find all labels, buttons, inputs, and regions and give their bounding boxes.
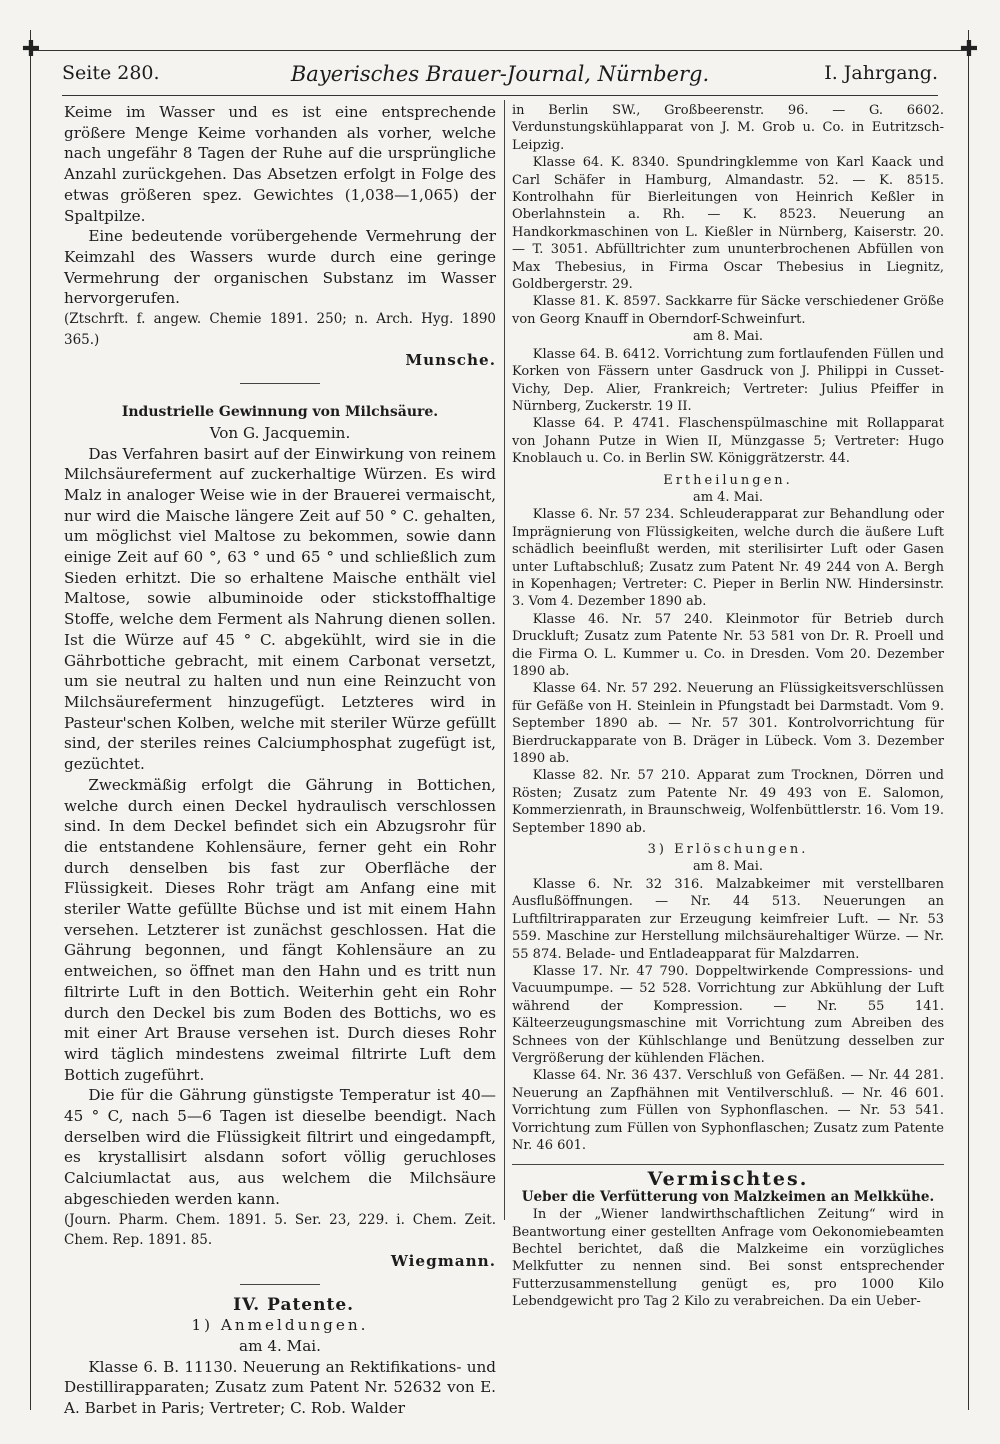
paragraph: Klasse 82. Nr. 57 210. Apparat zum Trocknen, Dörren und Rösten; Zusatz zum Patente Nr. 49 493 von E. Salomon, Kommerzienrath, in Braunschweig, Wolfenbüttlerstr. 16. Vom 19. September 1890 ab. bbox=[512, 768, 944, 836]
right-border-rule bbox=[968, 30, 969, 1410]
volume-label: I. Jahrgang. bbox=[824, 62, 938, 84]
page-header bbox=[62, 62, 938, 92]
paragraph: Klasse 17. Nr. 47 790. Doppeltwirkende Compressions- und Vacuumpumpe. — 52 528. Vorrichtung zur Abkühlung der Luft während der Kompression. — Nr. 55 141. Kälteerzeugungsmaschine mit Vorrichtung zum Abreiben des Schnees von der Kühlschlange und Benützung desselben zur Vergrößerung der kühlenden Flächen. bbox=[512, 963, 944, 1066]
paragraph: Klasse 6. B. 11130. Neuerung an Rektifikations- und Destillirapparaten; Zusatz zum Patent Nr. 52632 von E. A. Barbet in Paris; Vertreter; C. Rob. Walder bbox=[64, 1357, 496, 1418]
source-citation: (Ztschrft. f. angew. Chemie 1891. 250; n. Arch. Hyg. 1890 365.) bbox=[64, 311, 496, 348]
paragraph: Klasse 64. B. 6412. Vorrichtung zum fortlaufenden Füllen und Korken von Fässern unter Gasdruck von J. Philippi in Cusset-Vichy, Dep. Alier, Frankreich; Vertreter: Julius Pfeiffer in Nürnberg, Zuckerstr. 19 II. bbox=[512, 346, 944, 414]
author-signature: Munsche. bbox=[405, 351, 496, 370]
article-title: Ueber die Verfütterung von Malzkeimen an Melkkühe. bbox=[521, 1188, 935, 1205]
date-line: am 4. Mai. bbox=[692, 489, 764, 505]
section-divider bbox=[512, 1164, 944, 1165]
article-title: Industrielle Gewinnung von Milchsäure. bbox=[121, 404, 439, 421]
author-signature: Wiegmann. bbox=[390, 1251, 496, 1270]
paragraph: Zweckmäßig erfolgt die Gährung in Bottichen, welche durch einen Deckel hydraulisch verschlossen sind. In dem Deckel befindet sich ein Abzugsrohr für die entstandene Kohlensäure, ferner geht ein Rohr durch denselben bis fast zur Oberfläche der Flüssigkeit. Dieses Rohr trägt am Anfang eine mit steriler Watte gefüllte Büchse und ist mit einem Hahn versehen. Letzterer ist zunächst geschlossen. Hat die Gährung begonnen, und fängt Kohlensäure an zu entweichen, so öffnet man den Hahn und es tritt nun filtrirte Luft in den Bottich. Weiterhin geht ein Rohr durch den Deckel bis zum Boden des Bottichs, wo es mit einer Art Brause versehen ist. Durch dieses Rohr wird täglich mindestens zweimal filtrirte Luft dem Bottich zugeführt. bbox=[64, 775, 496, 1084]
paragraph: Keime im Wasser und es ist eine entsprechende größere Menge Keime vorhanden als vorher, welche nach ungefähr 8 Tagen der Ruhe auf die ursprüngliche Anzahl zurückgehen. Das Absetzen erfolgt in Folge des etwas größeren spez. Gewichtes (1,038—1,065) der Spaltpilze. bbox=[64, 103, 496, 225]
date-line: am 4. Mai. bbox=[239, 1337, 321, 1356]
corner-cross-icon: ✚ bbox=[21, 37, 41, 62]
date-line: am 8. Mai. bbox=[692, 329, 764, 345]
paragraph: Klasse 6. Nr. 57 234. Schleuderapparat zur Behandlung oder Imprägnierung von Flüssigkeiten, welche durch die äußere Luft schädlich beeinflußt werden, mit sterilisirter Luft oder Gasen unter Luftabschluß; Zusatz zum Patent Nr. 49 244 von A. Bergh in Kopenhagen; Vertreter: C. Pieper in Berlin NW. Hindersinstr. 3. Vom 4. Dezember 1890 ab. bbox=[512, 507, 944, 610]
corner-cross-icon: ✚ bbox=[959, 37, 979, 62]
section-title: Vermischtes. bbox=[647, 1168, 809, 1191]
section-divider bbox=[240, 1284, 320, 1285]
header-rule bbox=[62, 95, 938, 96]
section-title: IV. Patente. bbox=[233, 1294, 355, 1315]
paragraph: Klasse 64. Nr. 36 437. Verschluß von Gefäßen. — Nr. 44 281. Neuerung an Zapfhähnen mit Ventilverschluß. — Nr. 46 601. Vorrichtung zum Füllen von Syphonflaschen. — Nr. 53 541. Vorrichtung zum Füllen von Syphonflaschen; Zusatz zum Patente Nr. 46 601. bbox=[512, 1068, 944, 1153]
article-byline: Von G. Jacquemin. bbox=[209, 423, 351, 442]
subsection-title: Ertheilungen. bbox=[663, 472, 793, 488]
paragraph: In der „Wiener landwirthschaftlichen Zeitung“ wird in Beantwortung einer gestellten Anfrage vom Oekonomiebeamten Bechtel berichtet, daß die Malzkeime ein vorzügliches Melkfutter zu nennen sind. Bei sonst entsprechender Futterzusammenstellung genügt es, pro 1000 Kilo Lebendgewicht pro Tag 2 Kilo zu verabreichen. Da ein Ueber- bbox=[512, 1207, 944, 1310]
paragraph: Klasse 64. K. 8340. Spundringklemme von Karl Kaack und Carl Schäfer in Hamburg, Almandastr. 52. — K. 8515. Kontrolhahn für Bierleitungen von Heinrich Keßler in Oberlahnstein a. Rh. — K. 8523. Neuerung an Handkorkmaschinen von L. Kießler in Nürnberg, Kaiserstr. 20. — T. 3051. Abfülltrichter zum ununterbrochenen Abfüllen von Max Thebesius, in Firma Oscar Thebesius in Liegnitz, Goldbergerstr. 29. bbox=[512, 155, 944, 293]
paragraph: Eine bedeutende vorübergehende Vermehrung der Keimzahl des Wassers wurde durch eine geringe Vermehrung der organischen Substanz im Wasser hervorgerufen. bbox=[64, 227, 496, 308]
paragraph: Klasse 46. Nr. 57 240. Kleinmotor für Betrieb durch Druckluft; Zusatz zum Patente Nr. 53 581 von Dr. R. Proell und die Firma O. L. Kummer u. Co. in Dresden. Vom 20. Dezember 1890 ab. bbox=[512, 611, 944, 679]
paragraph: Das Verfahren basirt auf der Einwirkung von reinem Milchsäureferment auf zuckerhaltige Würzen. Es wird Malz in analoger Weise wie in der Brauerei vermaischt, nur wird die Maische längere Zeit auf 50 ° C. gehalten, um möglichst viel Maltose zu bekommen, sowie dann einige Zeit auf 60 °, 63 ° und 65 ° und schließlich zum Sieden erhitzt. Die so erhaltene Maische enthält viel Maltose, sowie albuminoide oder stickstoffhaltige Stoffe, welche dem Ferment als Nahrung dienen sollen. Ist die Würze auf 45 ° C. abgekühlt, wird sie in die Gährbottiche gebracht, mit einem Carbonat versetzt, um sie neutral zu halten und nun eine Reinzucht von Milchsäureferment hinzugefügt. Letzteres wird in Pasteur'schen Kolben, welche mit steriler Würze gefüllt sind, der steriles reines Calciumphosphat zugefügt ist, gezüchtet. bbox=[64, 444, 496, 774]
paragraph: Klasse 6. Nr. 32 316. Malzabkeimer mit verstellbaren Ausflußöffnungen. — Nr. 44 513. Neuerungen an Luftfiltrirapparaten zur Erzeugung keimfreier Luft. — Nr. 53 559. Maschine zur Herstellung milchsäurehaltiger Würze. — Nr. 55 874. Belade- und Entladeapparat für Malzdarren. bbox=[512, 876, 944, 962]
column-divider bbox=[504, 100, 505, 1220]
left-border-rule bbox=[30, 30, 31, 1410]
section-divider bbox=[240, 383, 320, 384]
subsection-title: 3) Erlöschungen. bbox=[647, 842, 809, 858]
date-line: am 8. Mai. bbox=[692, 859, 764, 875]
paragraph: Die für die Gährung günstigste Temperatur ist 40—45 ° C, nach 5—6 Tagen ist dieselbe beendigt. Nach derselben wird die Flüssigkeit filtrirt und eingedampft, es krystallisirt alsdann sofort völlig geruchloses Calciumlactat aus, aus welchem die Milchsäure abgeschieden werden kann. bbox=[64, 1086, 496, 1208]
paragraph: Klasse 64. Nr. 57 292. Neuerung an Flüssigkeitsverschlüssen für Gefäße von H. Steinlein in Pfungstadt bei Darmstadt. Vom 9. September 1890 ab. — Nr. 57 301. Kontrolvorrichtung für Bierdruckapparate von B. Dräger in Lübeck. Vom 3. Dezember 1890 ab. bbox=[512, 681, 944, 767]
top-border-rule bbox=[30, 50, 970, 51]
source-citation: (Journ. Pharm. Chem. 1891. 5. Ser. 23, 229. i. Chem. Zeit. Chem. Rep. 1891. 85. bbox=[64, 1211, 496, 1249]
journal-title: Bayerisches Brauer-Journal, Nürnberg. bbox=[290, 62, 710, 86]
left-column bbox=[64, 102, 496, 1419]
paragraph: Klasse 64. P. 4741. Flaschenspülmaschine mit Rollapparat von Johann Putze in Wien II, Münzgasse 5; Vertreter: Hugo Knoblauch u. Co. in Berlin SW. Königgrätzerstr. 44. bbox=[512, 416, 944, 467]
right-column bbox=[512, 102, 944, 1311]
subsection-title: 1) Anmeldungen. bbox=[191, 1316, 369, 1335]
page-number: Seite 280. bbox=[62, 62, 160, 84]
paragraph: Klasse 81. K. 8597. Sackkarre für Säcke verschiedener Größe von Georg Knauff in Oberndorf-Schweinfurt. bbox=[512, 294, 944, 327]
paragraph: in Berlin SW., Großbeerenstr. 96. — G. 6602. Verdunstungskühlapparat von J. M. Grob u. Co. in Eutritzsch-Leipzig. bbox=[512, 103, 944, 153]
